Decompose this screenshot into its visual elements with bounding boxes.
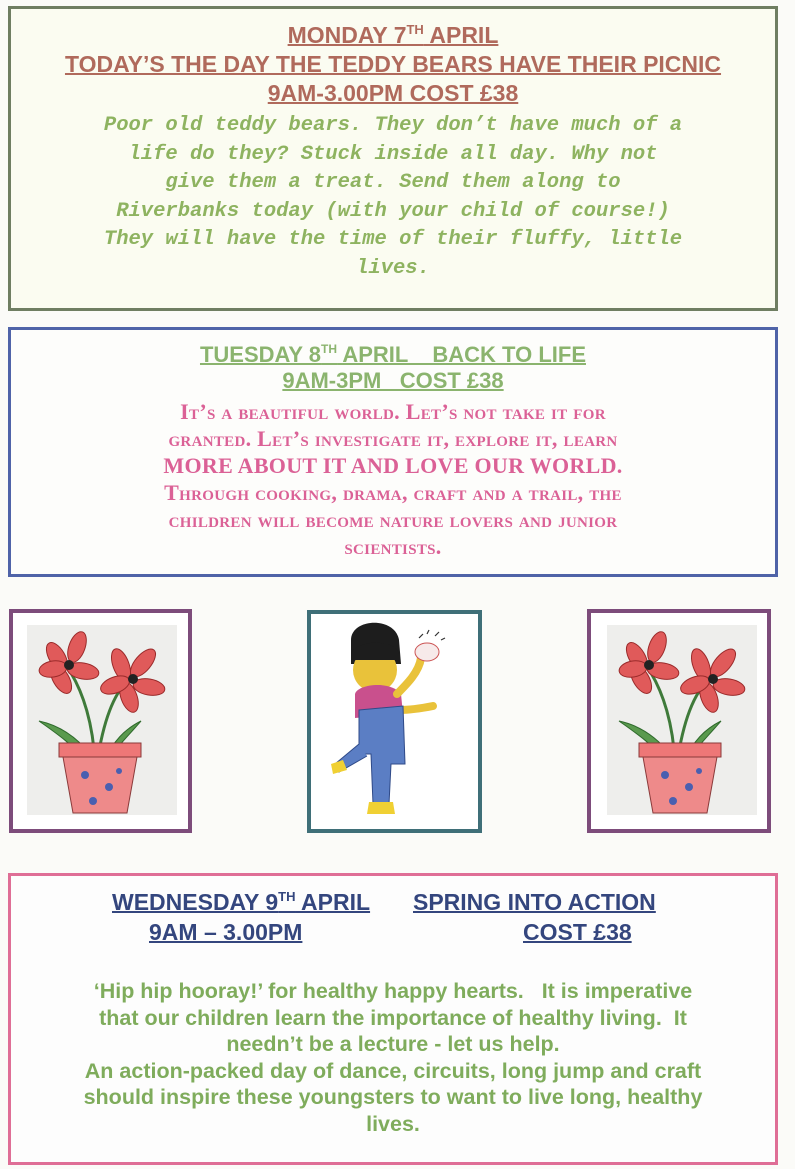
monday-line: Riverbanks today (with your child of course!)	[116, 199, 670, 223]
wednesday-theme: SPRING INTO ACTION	[413, 889, 656, 915]
monday-heading	[11, 21, 775, 50]
monday-time-cost: 9AM-3.00PM COST £38	[267, 80, 519, 106]
monday-line: They will have the time of their fluffy, little	[103, 228, 683, 251]
wednesday-line: ‘Hip hip hooray!’ for healthy happy hearts. It is imperative	[93, 979, 693, 1003]
wednesday-time: 9AM – 3.00PM	[149, 919, 303, 945]
child-with-cake-picture	[307, 610, 482, 833]
flower-pot-picture-right	[587, 609, 771, 833]
tuesday-line: Through cooking, drama, craft and a trail, the	[164, 480, 622, 505]
wednesday-section	[8, 873, 778, 1165]
tuesday-line: granted. Let’s investigate it, explore it, learn	[168, 426, 618, 451]
tuesday-line: It’s a beautiful world. Let’s not take it for	[180, 399, 606, 424]
monday-line: life do they? Stuck inside all day. Why not	[128, 142, 658, 166]
wednesday-month: APRIL	[295, 889, 371, 915]
wednesday-line: An action-packed day of dance, circuits, long jump and craft	[84, 1058, 702, 1083]
monday-line: give them a treat. Send them along to	[165, 171, 621, 194]
wednesday-line: needn’t be a lecture - let us help.	[226, 1032, 560, 1056]
flower-pot-icon	[13, 613, 188, 829]
wednesday-line: that our children learn the importance of healthy living. It	[99, 1005, 687, 1030]
wednesday-cost: COST £38	[523, 919, 632, 945]
wednesday-line: lives.	[366, 1111, 420, 1136]
tuesday-line: scientists.	[344, 534, 442, 559]
flower-pot-picture-left	[9, 609, 192, 833]
tuesday-section	[8, 327, 778, 577]
monday-day: MONDAY 7	[287, 22, 407, 48]
monday-ordinal: TH	[406, 22, 424, 37]
flower-pot-icon	[591, 613, 767, 829]
monday-line: Poor old teddy bears. They don’t have much of a	[103, 114, 683, 137]
monday-line: lives.	[356, 256, 430, 280]
monday-section	[8, 6, 778, 311]
tuesday-line: children will become nature lovers and junior	[168, 507, 618, 532]
tuesday-heading	[11, 342, 775, 368]
monday-title: TODAY’S THE DAY THE TEDDY BEARS HAVE THEIR PICNIC	[64, 51, 722, 77]
wednesday-line: should inspire these youngsters to want to live long, healthy	[83, 1085, 703, 1109]
tuesday-ordinal: TH	[321, 342, 338, 356]
wednesday-ordinal: TH	[278, 889, 296, 904]
tuesday-theme: APRIL BACK TO LIFE	[337, 342, 586, 367]
monday-month: APRIL	[423, 22, 499, 48]
wednesday-description	[29, 978, 757, 1137]
wednesday-day: WEDNESDAY 9	[112, 889, 279, 915]
tuesday-description	[31, 398, 755, 560]
tuesday-time-cost: 9AM-3PM COST £38	[282, 368, 504, 393]
child-with-cake-icon	[311, 614, 478, 829]
wednesday-heading	[112, 888, 370, 917]
monday-description	[33, 112, 753, 283]
tuesday-line: MORE ABOUT IT AND LOVE OUR WORLD.	[163, 453, 623, 478]
tuesday-day: TUESDAY 8	[199, 342, 322, 367]
